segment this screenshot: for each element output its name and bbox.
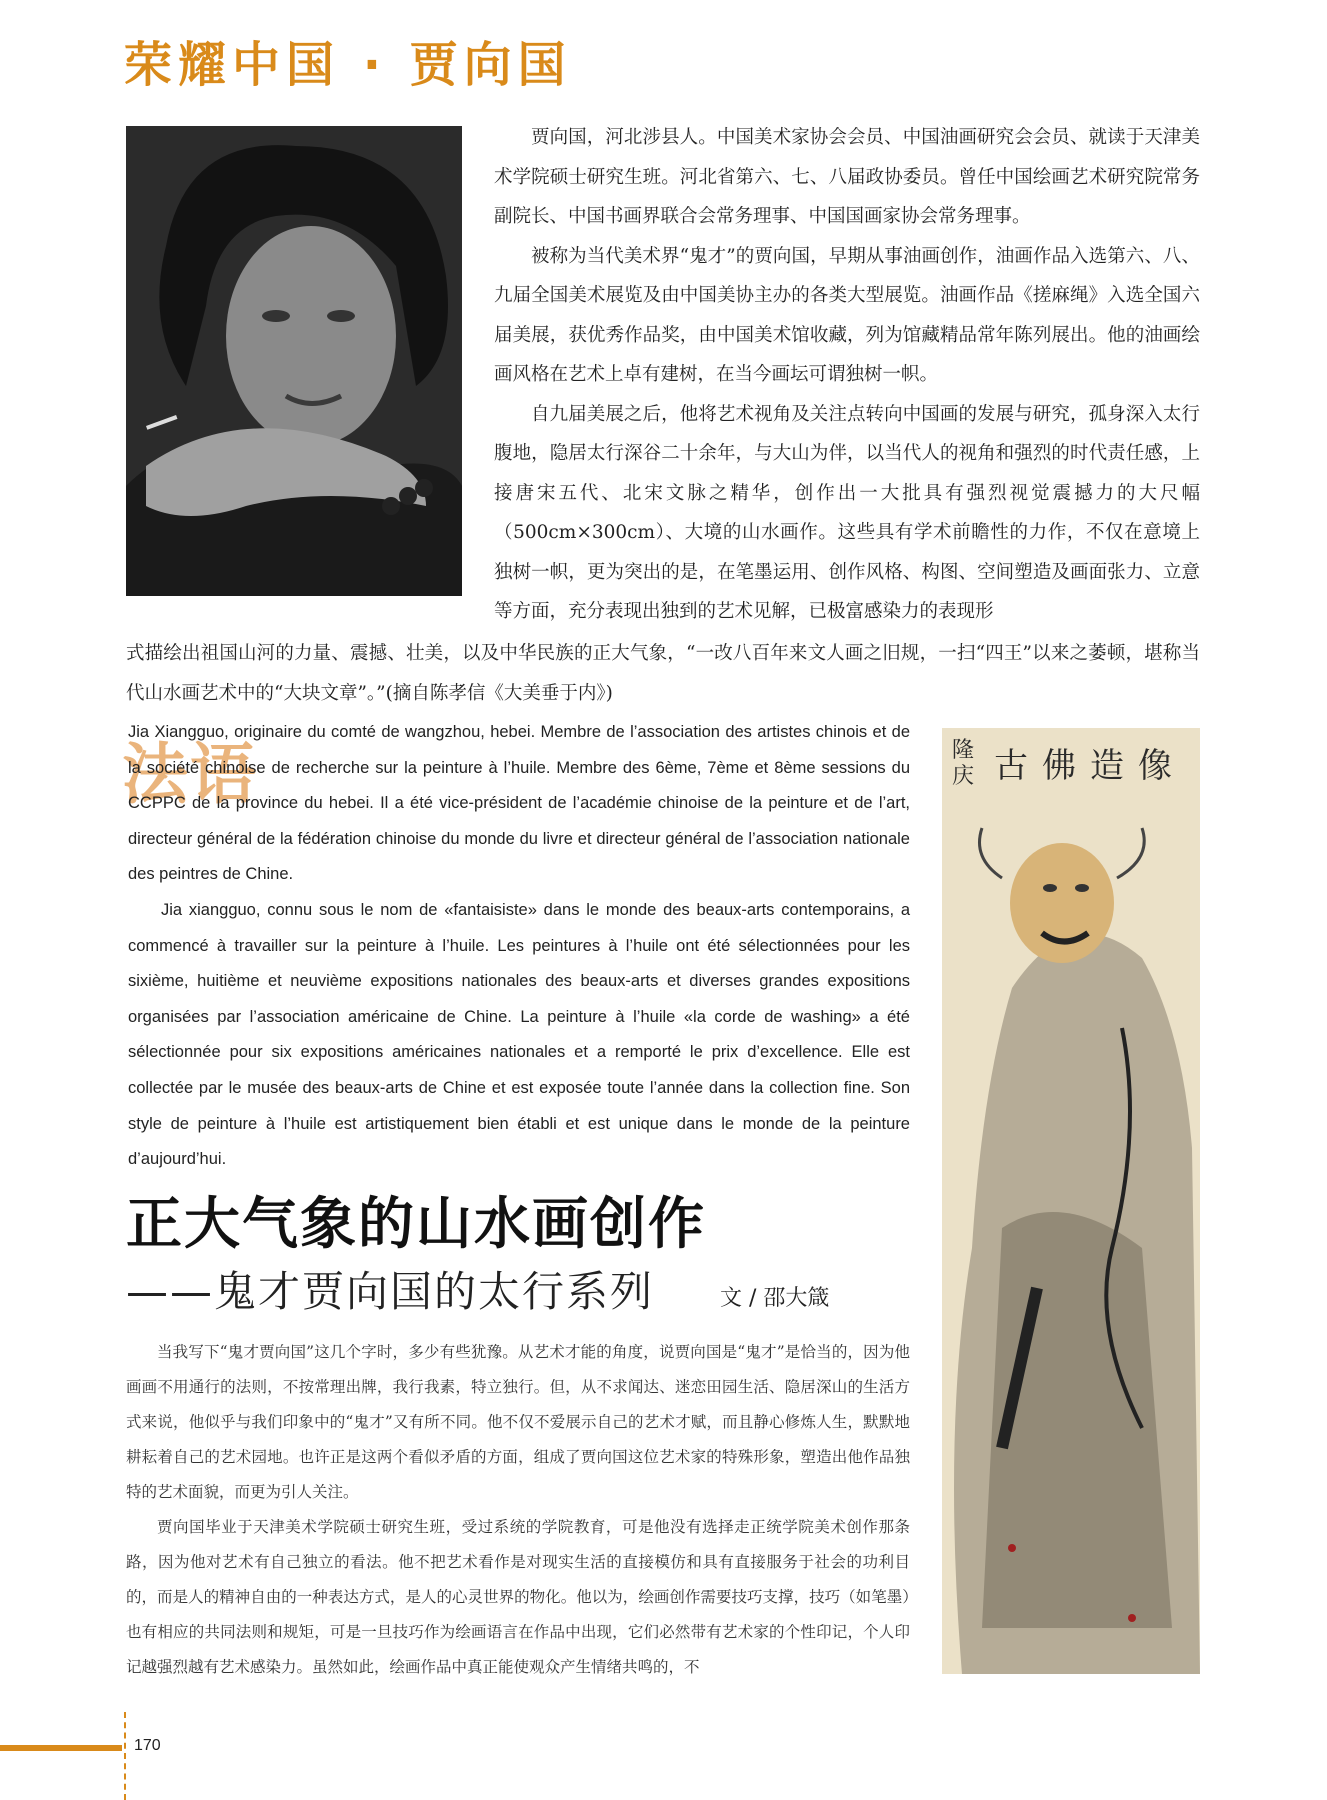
article-subtitle: ——鬼才贾向国的太行系列	[126, 1267, 655, 1316]
painting-inscription: 古佛造像	[994, 746, 1186, 786]
french-paragraph: Jia Xiangguo, originaire du comté de wangzhou, hebei. Membre de l’association des artistes chinois et de la société chinoise de recherche sur la peinture à l’huile. Membre des 6ème, 7ème et 8ème sessions du CCPPC de la province du hebei. Il a été vice-président de l’académie chinoise de la peinture et de l’art, directeur général de la fédération chinoise du monde du livre et directeur général de l’association nationale des peintres de Chine.	[128, 723, 910, 884]
page-number: 170	[134, 1737, 161, 1754]
footer-divider	[124, 1712, 126, 1800]
bio-continuation	[126, 634, 1200, 713]
french-translation	[128, 715, 910, 1178]
footer-accent-bar	[0, 1745, 122, 1751]
bio-column	[494, 118, 1200, 632]
article-body	[126, 1335, 910, 1685]
article-byline: 文 / 邵大箴	[720, 1286, 830, 1311]
french-section-label: 法语	[122, 736, 258, 813]
bio-paragraph: 被称为当代美术界“鬼才”的贾向国，早期从事油画创作，油画作品入选第六、八、九届全国美术展览及由中国美协主办的各类大型展览。油画作品《搓麻绳》入选全国六届美展，获优秀作品奖，由中国美术馆收藏，列为馆藏精品常年陈列展出。他的油画绘画风格在艺术上卓有建树，在当今画坛可谓独树一帜。	[494, 245, 1200, 385]
bio-paragraph: 贾向国，河北涉县人。中国美术家协会会员、中国油画研究会会员、就读于天津美术学院硕士研究生班。河北省第六、七、八届政协委员。曾任中国绘画艺术研究院常务副院长、中国书画界联合会常务理事、中国国画家协会常务理事。	[494, 127, 1200, 227]
painting-image	[942, 728, 1200, 1674]
article-paragraph: 当我写下“鬼才贾向国”这几个字时，多少有些犹豫。从艺术才能的角度，说贾向国是“鬼才”是恰当的，因为他画画不用通行的法则，不按常理出牌，我行我素，特立独行。但，从不求闻达、迷恋田园生活、隐居深山的生活方式来说，他似乎与我们印象中的“鬼才”又有所不同。他不仅不爱展示自己的艺术才赋，而且静心修炼人生，默默地耕耘着自己的艺术园地。也许正是这两个看似矛盾的方面，组成了贾向国这位艺术家的特殊形象，塑造出他作品独特的艺术面貌，而更为引人关注。	[126, 1343, 910, 1501]
page-title: 荣耀中国 · 贾向国	[124, 37, 572, 93]
french-paragraph: Jia xiangguo, connu sous le nom de «fantaisiste» dans le monde des beaux-arts contemporains, a commencé à travailler sur la peinture à l’huile. Les peintures à l’huile ont été sélectionnées pour les sixième, huitième et neuvième expositions nationales des beaux-arts et diverses grandes expositions organisées par l’association américaine de Chine. La peinture à l’huile «la corde de washing» a été sélectionnée pour six expositions américaines nationales et a remporté le prix d’excellence. Elle est collectée par le musée des beaux-arts de Chine et est exposée toute l’année dans la collection fine. Son style de peinture à l’huile est artistiquement bien établi et est unique dans le monde de la peinture d’aujourd’hui.	[128, 900, 910, 1169]
painting-side-inscription: 隆庆	[952, 738, 975, 789]
article-paragraph: 贾向国毕业于天津美术学院硕士研究生班，受过系统的学院教育，可是他没有选择走正统学院美术创作那条路，因为他对艺术有自己独立的看法。他不把艺术看作是对现实生活的直接模仿和具有直接服务于社会的功利目的，而是人的精神自由的一种表达方式，是人的心灵世界的物化。他以为，绘画创作需要技巧支撑，技巧（如笔墨）也有相应的共同法则和规矩，可是一旦技巧作为绘画语言在作品中出现，它们必然带有艺术家的个性印记，个人印记越强烈越有艺术感染力。虽然如此，绘画作品中真正能使观众产生情绪共鸣的，不	[126, 1518, 910, 1676]
bio-paragraph: 式描绘出祖国山河的力量、震撼、壮美，以及中华民族的正大气象，“一改八百年来文人画之旧规，一扫“四王”以来之萎顿，堪称当代山水画艺术中的“大块文章”。”(摘自陈孝信《大美垂于内》)	[126, 643, 1200, 704]
artist-portrait	[126, 126, 462, 596]
article-title: 正大气象的山水画创作	[126, 1192, 706, 1257]
bio-paragraph: 自九届美展之后，他将艺术视角及关注点转向中国画的发展与研究，孤身深入太行腹地，隐居太行深谷二十余年，与大山为伴，以当代人的视角和强烈的时代责任感，上接唐宋五代、北宋文脉之精华，创作出一大批具有强烈视觉震撼力的大尺幅（500cm×300cm）、大境的山水画作。这些具有学术前瞻性的力作，不仅在意境上独树一帜，更为突出的是，在笔墨运用、创作风格、构图、空间塑造及画面张力、立意等方面，充分表现出独到的艺术见解，已极富感染力的表现形	[494, 403, 1200, 622]
